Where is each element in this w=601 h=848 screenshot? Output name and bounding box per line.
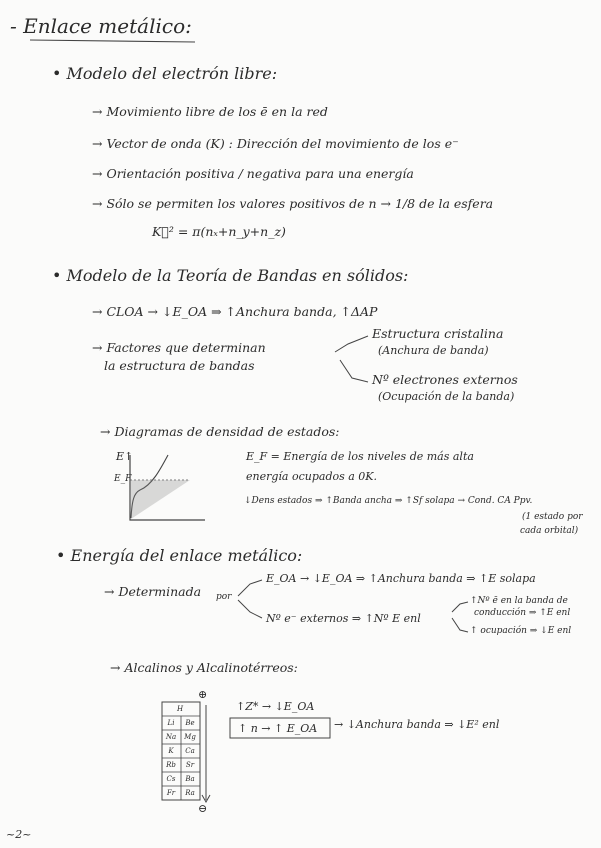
element-cell: Li xyxy=(167,719,175,727)
alkali-heading: → Alcalinos y Alcalinotérreos: xyxy=(110,660,298,675)
factors-line-1: → Factores que determinan xyxy=(92,340,266,355)
branch-external-electrons: Nº e⁻ externos ⇒ ↑Nº E enl xyxy=(266,612,421,625)
section1-heading: • Modelo del electrón libre: xyxy=(52,64,278,83)
branch-electrons: Nº electrones externos xyxy=(372,372,518,387)
element-cell: Cs xyxy=(166,775,176,783)
branch-structure: Estructura cristalina xyxy=(372,326,504,341)
determined-by-por: por xyxy=(216,592,232,602)
ef-definition-2: energía ocupados a 0K. xyxy=(246,470,378,483)
dos-axis-e: E↑ xyxy=(116,450,134,463)
section1-line-3: → Orientación positiva / negativa para una energía xyxy=(92,166,414,181)
branch-electrons-sub: (Ocupación de la banda) xyxy=(378,390,515,403)
element-cell: Ba xyxy=(185,775,195,783)
factors-line-2: la estructura de bandas xyxy=(104,358,255,373)
element-cell: Ra xyxy=(185,789,195,797)
determined-by: → Determinada xyxy=(104,584,202,599)
section1-line-2: → Vector de onda (K) : Dirección del movimiento de los e⁻ xyxy=(92,136,459,151)
element-cell: Mg xyxy=(184,733,196,741)
section3-heading: • Energía del enlace metálico: xyxy=(56,546,303,565)
density-note-1: (1 estado por xyxy=(522,512,583,522)
branch-occupation: ↑ ocupación ⇒ ↓E enl xyxy=(470,626,572,636)
branch-eoa: E_OA → ↓E_OA ⇒ ↑Anchura banda ⇒ ↑E solapa xyxy=(266,572,536,585)
page-title: - Enlace metálico: xyxy=(10,14,192,38)
branch-structure-sub: (Anchura de banda) xyxy=(378,344,489,357)
element-cell: Sr xyxy=(185,761,195,769)
minus-sign: ⊖ xyxy=(198,802,208,815)
plus-sign: ⊕ xyxy=(198,688,208,701)
element-cell: K xyxy=(168,747,174,755)
density-line: ↓Dens estados ⇒ ↑Banda ancha ⇒ ↑Sf solapa → Cond. CA Ppv. xyxy=(244,496,533,506)
branch-band-electrons-2: conducción ⇒ ↑E enl xyxy=(474,608,571,618)
branch-band-electrons: ↑Nº ē en la banda de xyxy=(470,596,568,606)
section1-line-4: → Sólo se permiten los valores positivos de n → 1/8 de la esfera xyxy=(92,196,494,211)
dos-heading: → Diagramas de densidad de estados: xyxy=(100,424,340,439)
element-cell: Rb xyxy=(166,761,176,769)
rule-result: → ↓Anchura banda ⇒ ↓E² enl xyxy=(334,718,500,731)
section1-line-1: → Movimiento libre de los ē en la red xyxy=(92,104,328,119)
formula: K⃗² = π(nₓ+n_y+n_z) xyxy=(152,224,286,239)
density-note-2: cada orbital) xyxy=(520,526,579,536)
element-cell: Fr xyxy=(166,789,176,797)
rule-zeff: ↑Z* → ↓E_OA xyxy=(236,700,315,713)
cloa-line: → CLOA → ↓E_OA ⇒ ↑Anchura banda, ↑ΔAP xyxy=(92,304,378,319)
element-cell: Na xyxy=(165,733,177,741)
dos-axis-ef: E_F xyxy=(114,474,132,484)
element-cell: Be xyxy=(185,719,195,727)
section2-heading: • Modelo de la Teoría de Bandas en sólidos: xyxy=(52,266,409,285)
rule-n: ↑ n → ↑ E_OA xyxy=(238,722,318,735)
page-number: ~2~ xyxy=(6,828,32,841)
element-cell: H xyxy=(176,705,184,713)
ef-definition-1: E_F = Energía de los niveles de más alta xyxy=(246,450,474,463)
element-cell: Ca xyxy=(185,747,195,755)
